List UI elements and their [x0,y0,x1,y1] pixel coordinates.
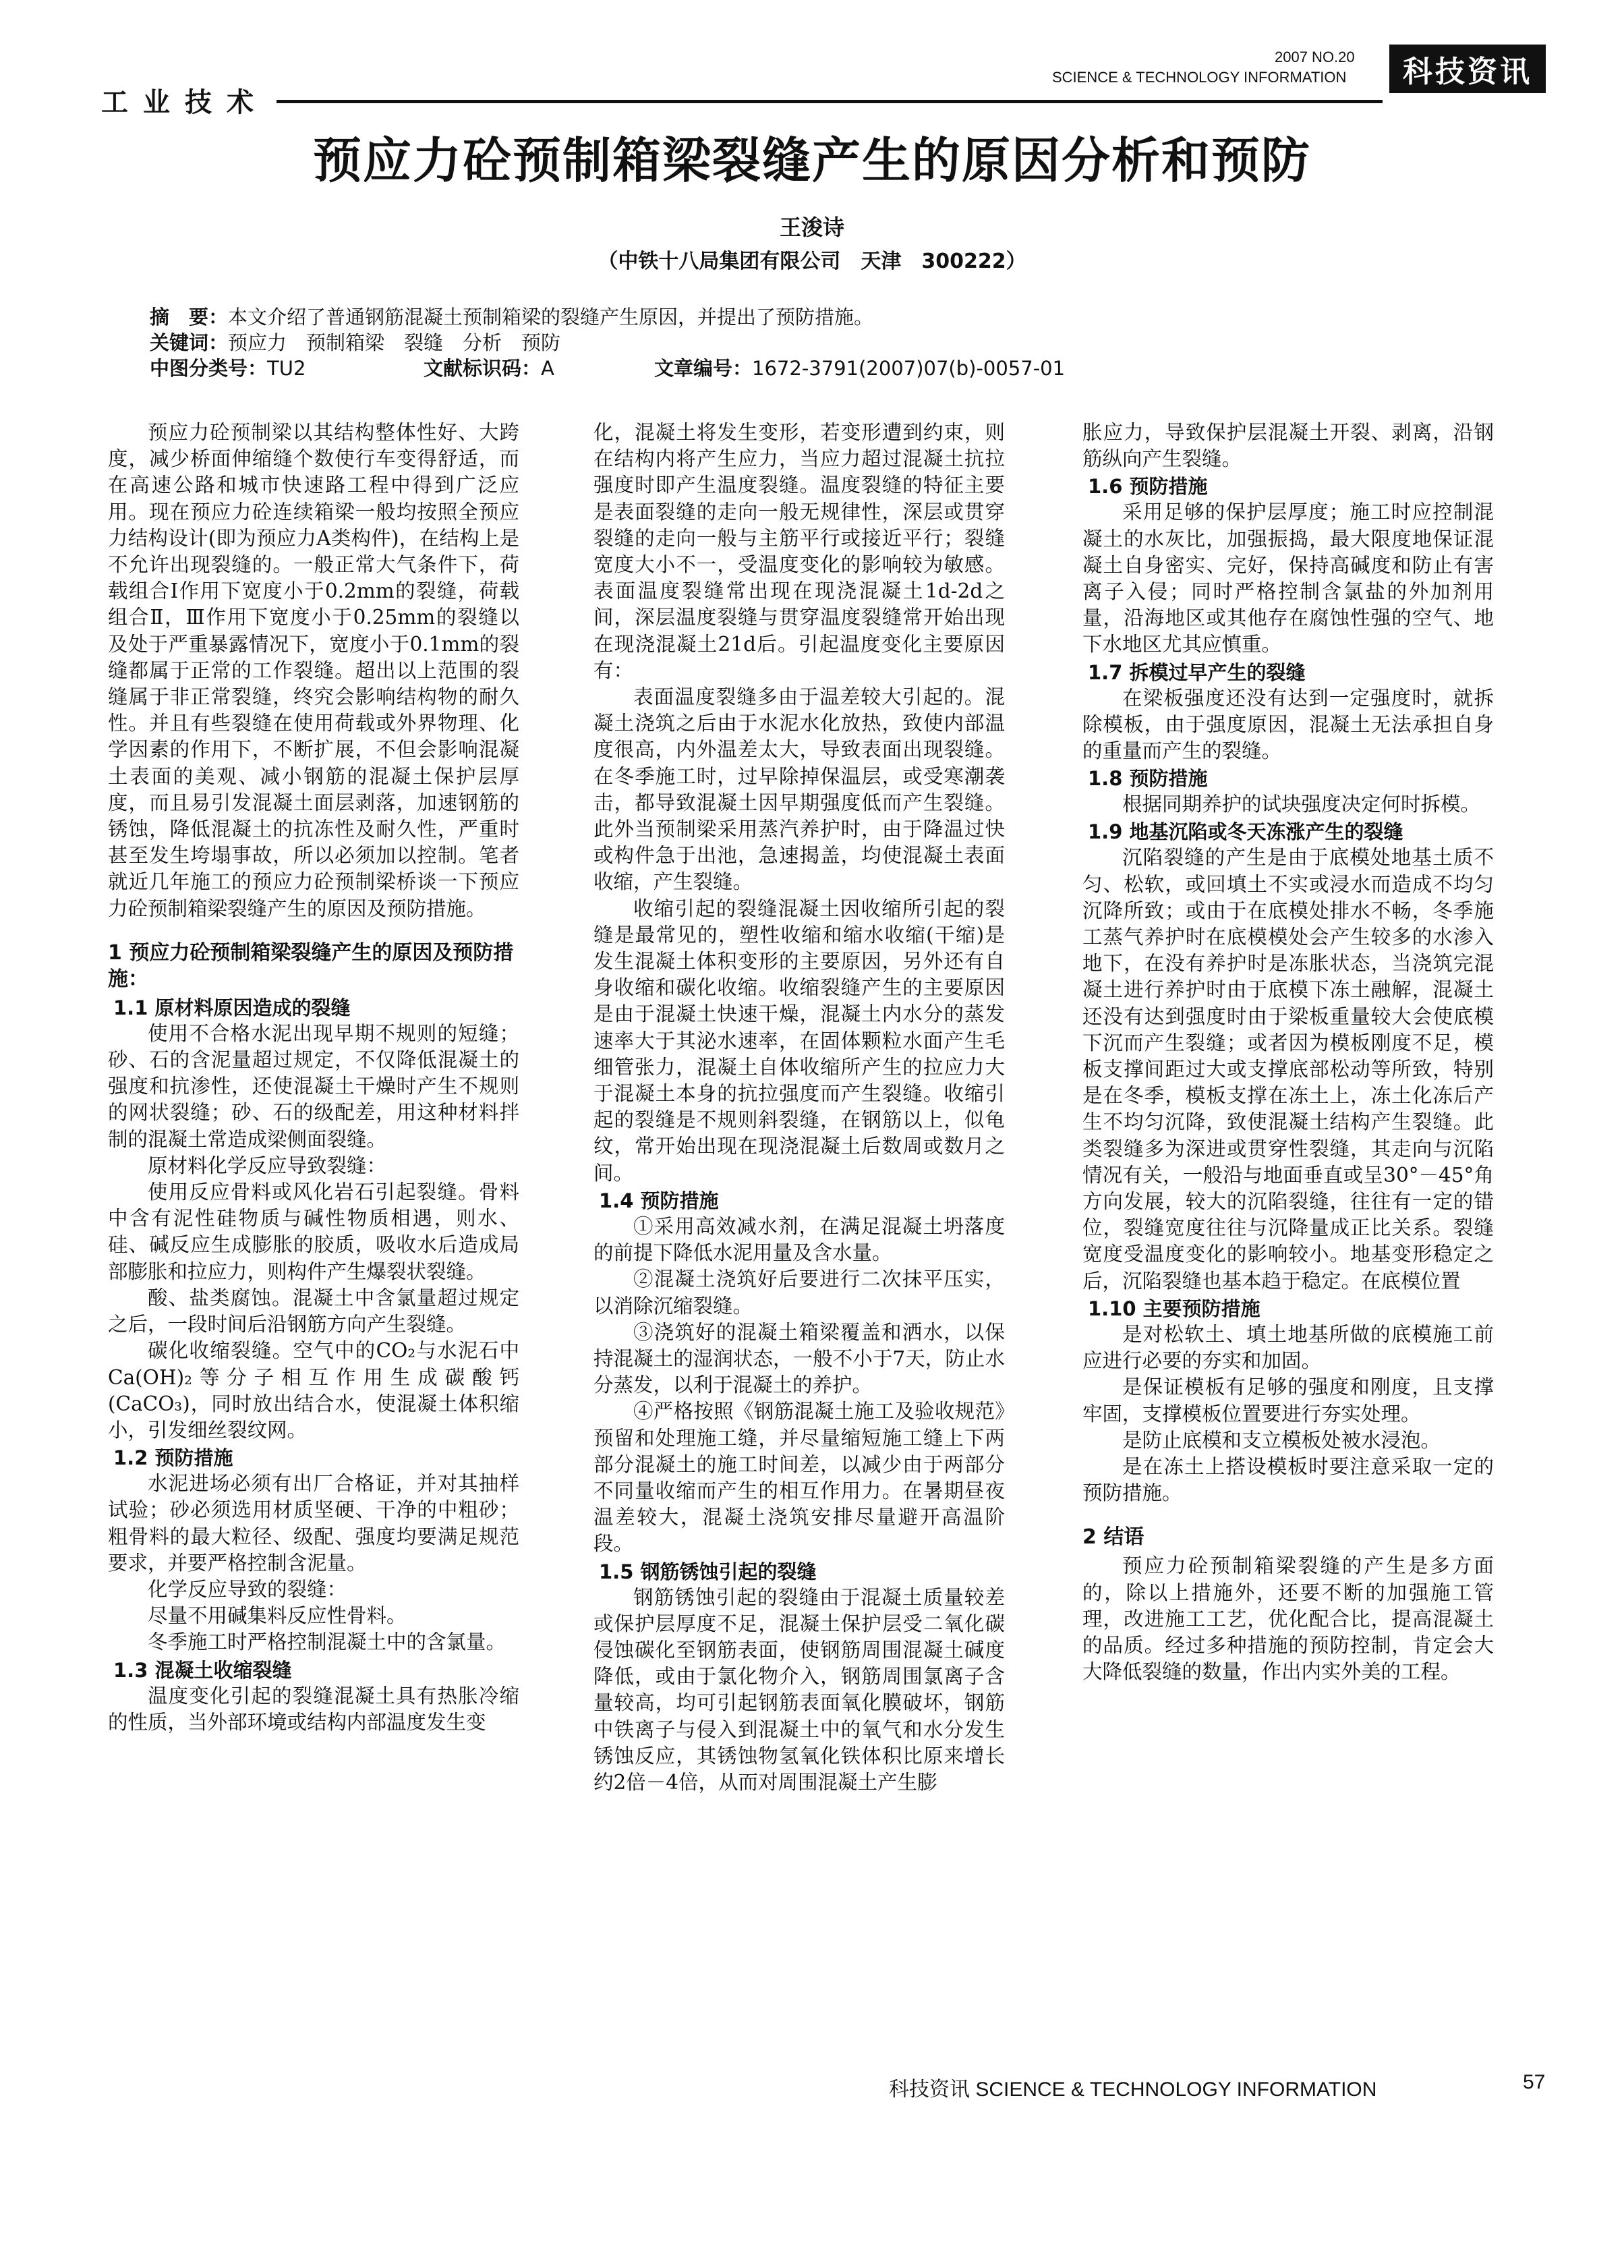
article-title: 预应力砼预制箱梁裂缝产生的原因分析和预防 [312,132,1311,189]
clc-label: 中图分类号： [150,357,268,380]
paragraph: 预应力砼预制箱梁裂缝的产生是多方面的，除以上措施外，还要不断的加强施工管理，改进施工工艺，优化配合比，提高混凝土的品质。经过多种措施的预防控制，肯定会大大降低裂缝的数量，作出内实外美的工程。 [1082,1554,1494,1684]
paragraph: 水泥进场必须有出厂合格证，并对其抽样试验；砂必须选用材质坚硬、干净的中粗砂；粗骨料的最大粒径、级配、强度均要满足规范要求，并要严格控制含泥量。 [108,1472,519,1575]
paragraph: ④严格按照《钢筋混凝土施工及验收规范》预留和处理施工缝，并尽量缩短施工缝上下两部分混凝土的施工时间差，以减少由于两部分不同量收缩而产生的相互作用力。在暑期昼夜温差较大，混凝土浇筑安排尽量避开高温阶段。 [593,1400,1005,1556]
subsection-heading: 1.5 钢筋锈蚀引起的裂缝 [599,1560,817,1583]
clc-number [150,353,306,381]
subsection-heading: 1.4 预防措施 [599,1189,719,1212]
paragraph: 沉陷裂缝的产生是由于底模处地基土质不匀、松软，或回填土不实或浸水而造成不均匀沉降所致；或由于在底模处排水不畅，冬季施工蒸气养护时在底模模处会产生较多的水渗入地下，在没有养护时是冻胀状态，当浇筑完混凝土进行养护时由于底模下冻土融解，混凝土还没有达到强度时由于梁板重量较大会使底模下沉而产生裂缝；或者因为模板刚度不足，模板支撑间距过大或支撑底部松动等所致，特别是在冬季，模板支撑在冻土上，冻土化冻后产生不均匀沉降，致使混凝土结构产生裂缝。此类裂缝多为深进或贯穿性裂缝，其走向与沉陷情况有关，一般沿与地面垂直或呈30°－45°角方向发展，较大的沉陷裂缝，往往有一定的错位，裂缝宽度往往与沉降量成正比关系。裂缝宽度受温度变化的影响较小。地基变形稳定之后，沉陷裂缝也基本趋于稳定。在底模位置 [1082,846,1494,1293]
header-rule [277,100,1383,103]
paragraph: ②混凝土浇筑好后要进行二次抹平压实，以消除沉缩裂缝。 [593,1268,1005,1317]
subsection-heading: 1.3 混凝土收缩裂缝 [113,1658,292,1682]
paragraph: 预应力砼预制梁以其结构整体性好、大跨度，减少桥面伸缩缝个数使行车变得舒适，而在高速公路和城市快速路工程中得到广泛应用。现在预应力砼连续箱梁一般均按照全预应力结构设计(即为预应力A类构件)，在结构上是不允许出现裂缝的。一般正常大气条件下，荷载组合Ⅰ作用下宽度小于0.2mm的裂缝，荷载组合Ⅱ，Ⅲ作用下宽度小于0.25mm的裂缝以及处于严重暴露情况下，宽度小于0.1mm的裂缝都属于正常的工作裂缝。超出以上范围的裂缝属于非正常裂缝，终究会影响结构物的耐久性。并且有些裂缝在使用荷载或外界物理、化学因素的作用下，不断扩展，不但会影响混凝土表面的美观、减小钢筋的混凝土保护层厚度，而且易引发混凝土面层剥落，加速钢筋的锈蚀，降低混凝土的抗冻性及耐久性，严重时甚至发生垮塌事故，所以必须加以控制。笔者就近几年施工的预应力砼预制梁桥谈一下预应力砼预制箱梁裂缝产生的原因及预防措施。 [108,421,519,920]
section-heading: 2 结语 [1082,1525,1144,1550]
paragraph: 胀应力，导致保护层混凝土开裂、剥离，沿钢筋纵向产生裂缝。 [1082,421,1494,471]
subsection-heading: 1.8 预防措施 [1088,767,1208,791]
subsection-heading: 1.1 原材料原因造成的裂缝 [113,996,351,1019]
paragraph: 钢筋锈蚀引起的裂缝由于混凝土质量较差或保护层厚度不足，混凝土保护层受二氧化碳侵蚀碳化至钢筋表面，使钢筋周围混凝土碱度降低，或由于氯化物介入，钢筋周围氯离子含量较高，均可引起钢筋表面氧化膜破坏，钢筋中铁离子与侵入到混凝土中的氧气和水分发生锈蚀反应，其锈蚀物氢氧化铁体积比原来增长约2倍－4倍，从而对周围混凝土产生膨 [593,1585,1005,1794]
subsection-heading: 1.6 预防措施 [1088,475,1208,499]
clc-value: TU2 [267,357,306,380]
column-2 [593,420,1005,1796]
section-label: 工业技术 [101,87,268,118]
paragraph: 化，混凝土将发生变形，若变形遭到约束，则在结构内将产生应力，当应力超过混凝土抗拉强度时即产生温度裂缝。温度裂缝的特征主要是表面裂缝的走向一般无规律性，深层或贯穿裂缝的走向一般与主筋平行或接近平行；裂缝宽度大小不一，受温度变化的影响较为敏感。表面温度裂缝常出现在现浇混凝土1d-2d之间，深层温度裂缝与贯穿温度裂缝常开始出现在现浇混凝土21d后。引起温度变化主要原因有： [593,421,1005,682]
paragraph: ①采用高效减水剂，在满足混凝土坍落度的前提下降低水泥用量及含水量。 [593,1214,1005,1265]
paragraph: 化学反应导致的裂缝： [148,1577,347,1601]
doc-code-label: 文献标识码： [424,357,542,380]
abstract-label: 摘 要： [150,306,229,329]
subsection-heading: 1.2 预防措施 [113,1446,233,1470]
paragraph: 冬季施工时严格控制混凝土中的含氯量。 [148,1631,506,1654]
abstract-text: 本文介绍了普通钢筋混凝土预制箱梁的裂缝产生原因，并提出了预防措施。 [228,306,874,329]
paragraph: 是对松软土、填土地基所做的底模施工前应进行必要的夯实和加固。 [1082,1322,1494,1373]
issue-number: 2007 NO.20 [1275,49,1355,65]
magazine-name-en: SCIENCE & TECHNOLOGY INFORMATION [1052,69,1347,86]
magazine-logo: 科技资讯 [1389,45,1546,93]
paragraph: 采用足够的保护层厚度；施工时应控制混凝土的水灰比，加强振捣，最大限度地保证混凝土自身密实、完好，保持高碱度和防止有害离子入侵；同时严格控制含氯盐的外加剂用量，沿海地区或其他存在腐蚀性强的空气、地下水地区尤其应慎重。 [1082,501,1494,656]
paragraph: 是在冻土上搭设模板时要注意采取一定的预防措施。 [1082,1454,1494,1505]
paragraph: 是防止底模和支立模板处被水浸泡。 [1122,1428,1441,1452]
paragraph: 温度变化引起的裂缝混凝土具有热胀冷缩的性质，当外部环境或结构内部温度发生变 [108,1684,519,1734]
author-affiliation: （中铁十八局集团有限公司 天津 300222） [598,250,1026,273]
author-name: 王浚诗 [779,215,844,240]
footer-magazine: 科技资讯 SCIENCE & TECHNOLOGY INFORMATION [889,2078,1377,2101]
document-code [424,353,554,381]
paragraph: 酸、盐类腐蚀。混凝土中含氯量超过规定之后，一段时间后沿钢筋方向产生裂缝。 [108,1286,519,1336]
paragraph: 表面温度裂缝多由于温差较大引起的。混凝土浇筑之后由于水泥水化放热，致使内部温度很高，内外温差太大，导致表面出现裂缝。在冬季施工时，过早除掉保温层，或受寒潮袭击，都导致混凝土因早期强度低而产生裂缝。此外当预制梁采用蒸汽养护时，由于降温过快或构件急于出池，急速揭盖，均使混凝土表面收缩，产生裂缝。 [593,685,1005,894]
subsection-heading: 1.10 主要预防措施 [1088,1297,1260,1320]
paragraph: 碳化收缩裂缝。空气中的CO₂与水泥石中Ca(OH)₂等分子相互作用生成碳酸钙(CaCO₃)，同时放出结合水，使混凝土体积缩小，引发细丝裂纹网。 [108,1339,519,1442]
article-number [654,353,1065,381]
article-no-value: 1672-3791(2007)07(b)-0057-01 [752,357,1066,380]
paragraph: 使用反应骨料或风化岩石引起裂缝。骨料中含有泥性硅物质与碱性物质相遇，则水、硅、碱反应生成膨胀的胶质，吸收水后造成局部膨胀和拉应力，则构件产生爆裂状裂缝。 [108,1181,519,1283]
paragraph: 在梁板强度还没有达到一定强度时，就拆除模板，由于强度原因，混凝土无法承担自身的重量而产生的裂缝。 [1082,686,1494,763]
doc-code-value: A [541,357,554,380]
paragraph: 尽量不用碱集料反应性骨料。 [148,1604,407,1628]
paragraph: 原材料化学反应导致裂缝： [148,1154,387,1177]
subsection-heading: 1.9 地基沉陷或冬天冻涨产生的裂缝 [1088,820,1403,844]
keywords-text: 预应力 预制箱梁 裂缝 分析 预防 [228,331,561,354]
paragraph: 根据同期养护的试块强度决定何时拆模。 [1122,793,1481,816]
keywords [150,328,560,356]
section-heading: 1 预应力砼预制箱梁裂缝产生的原因及预防措施： [108,940,514,991]
column-1 [108,420,519,1736]
page-number: 57 [1523,2071,1546,2093]
paragraph: 使用不合格水泥出现早期不规则的短缝；砂、石的含泥量超过规定，不仅降低混凝土的强度和抗渗性，还使混凝土干燥时产生不规则的网状裂缝；砂、石的级配差，用这种材料拌制的混凝土常造成梁侧面裂缝。 [108,1021,519,1151]
column-3 [1082,420,1494,1685]
abstract [150,302,873,330]
paragraph: 是保证模板有足够的强度和刚度，且支撑牢固，支撑模板位置要进行夯实处理。 [1082,1376,1494,1425]
paragraph: 收缩引起的裂缝混凝土因收缩所引起的裂缝是最常见的，塑性收缩和缩水收缩(干缩)是发生混凝土体积变形的主要原因，另外还有自身收缩和碳化收缩。收缩裂缝产生的主要原因是由于混凝土快速干燥，混凝土内水分的蒸发速率大于其泌水速率，在固体颗粒水面产生毛细管张力，混凝土自体收缩所产生的拉应力大于混凝土本身的抗拉强度而产生裂缝。收缩引起的裂缝是不规则斜裂缝，在钢筋以上，似龟纹，常开始出现在现浇混凝土后数周或数月之间。 [593,897,1005,1185]
paragraph: ③浇筑好的混凝土箱梁覆盖和洒水，以保持混凝土的湿润状态，一般不小于7天，防止水分蒸发，以利于混凝土的养护。 [593,1320,1005,1397]
article-no-label: 文章编号： [654,357,753,380]
subsection-heading: 1.7 拆模过早产生的裂缝 [1088,660,1306,684]
keywords-label: 关键词： [150,331,229,354]
